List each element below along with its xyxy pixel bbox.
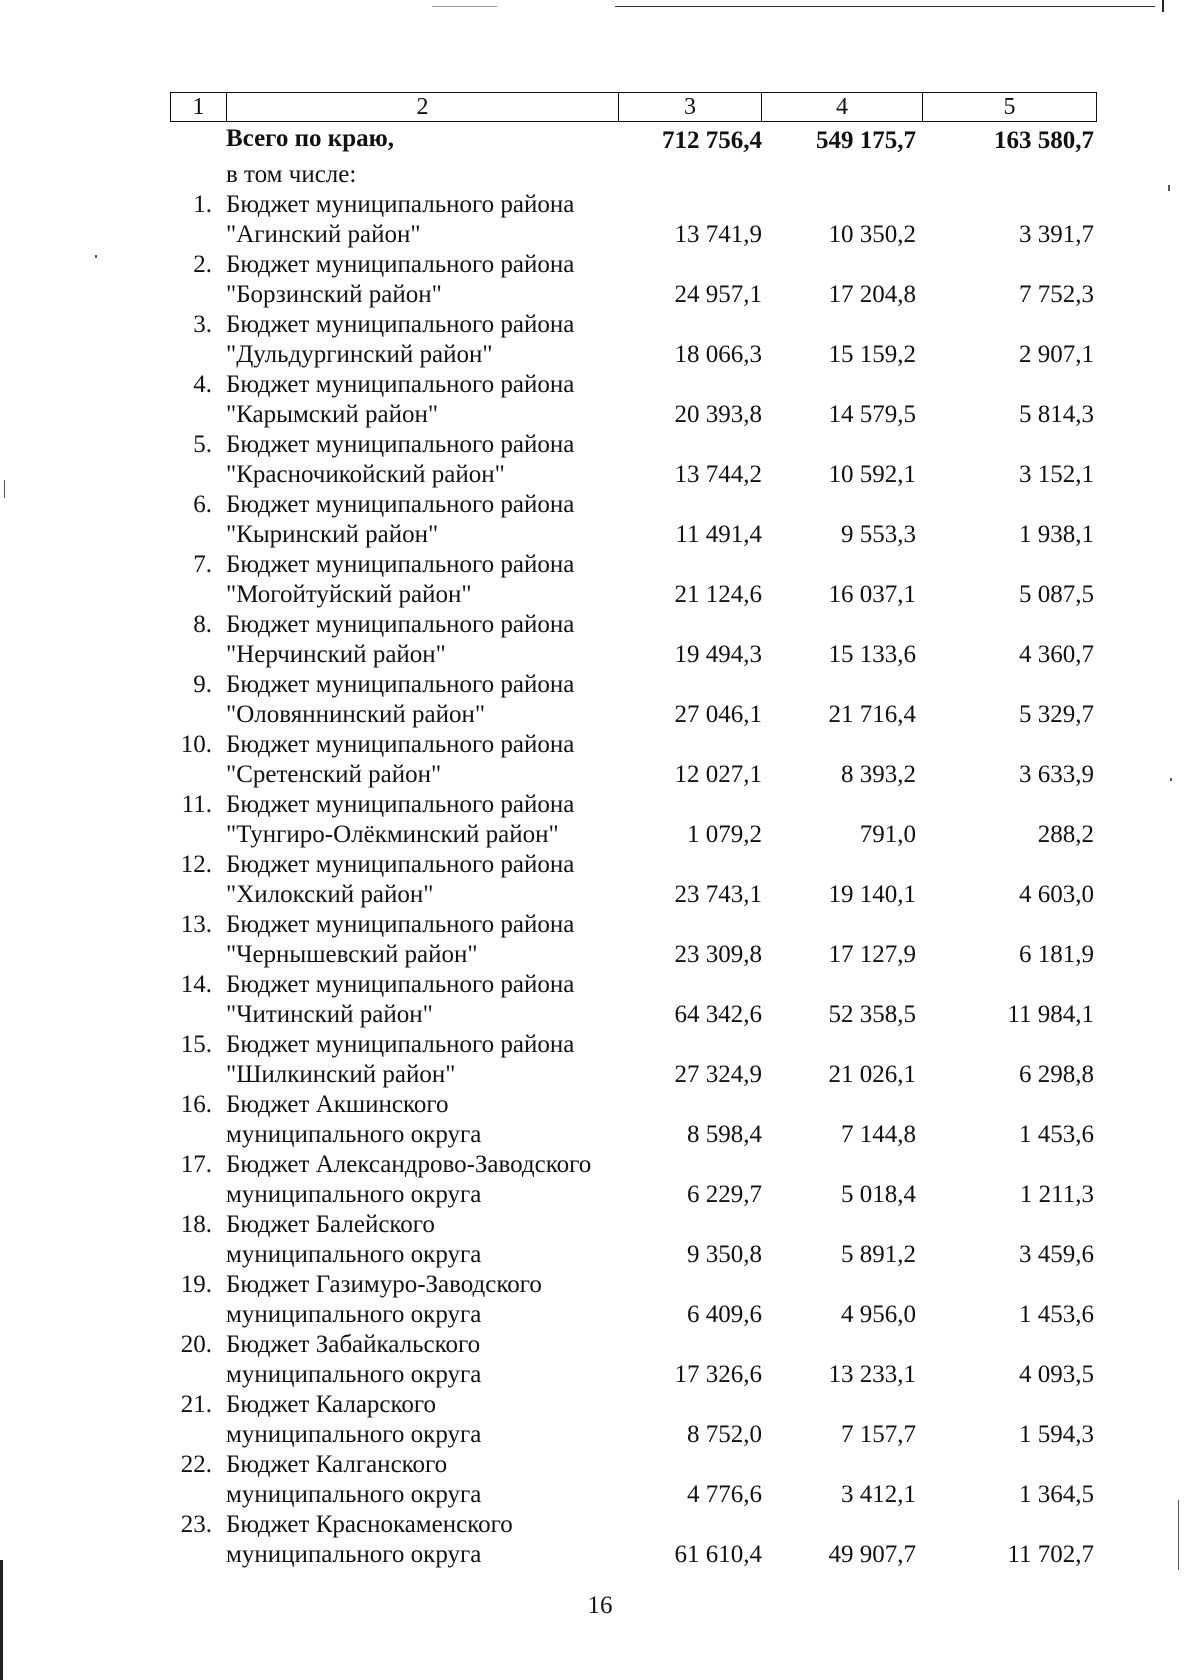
row-col4: 13 233,1 [828, 1361, 916, 1388]
table-row [0, 370, 1200, 430]
row-number: 7. [193, 551, 212, 578]
row-name [226, 190, 626, 250]
row-col3: 9 350,8 [687, 1241, 762, 1268]
row-name-line2: "Читинский район" [226, 1001, 433, 1028]
row-col4: 16 037,1 [828, 581, 916, 608]
row-name-line2: "Нерчинский район" [226, 641, 446, 668]
row-col5: 1 453,6 [1019, 1301, 1094, 1328]
row-col4: 7 144,8 [841, 1121, 916, 1148]
row-name [226, 1030, 626, 1090]
row-name-line2: "Красночикойский район" [226, 461, 505, 488]
row-col4: 5 018,4 [841, 1181, 916, 1208]
row-col3: 4 776,6 [687, 1481, 762, 1508]
row-col3: 13 744,2 [674, 461, 762, 488]
row-col5: 5 329,7 [1019, 701, 1094, 728]
row-name [226, 910, 626, 970]
budget-table [0, 124, 1200, 1570]
row-name-line1: Бюджет муниципального района [226, 491, 575, 518]
table-row [0, 1390, 1200, 1450]
row-col4: 3 412,1 [841, 1481, 916, 1508]
scan-artifact-mark [432, 6, 497, 7]
row-name-line1: Бюджет муниципального района [226, 371, 575, 398]
total-label: Всего по краю, [226, 125, 394, 152]
row-col4: 8 393,2 [841, 761, 916, 788]
row-col3: 13 741,9 [674, 221, 762, 248]
row-col3: 8 752,0 [687, 1421, 762, 1448]
row-col5: 1 211,3 [1019, 1181, 1094, 1208]
row-col4: 791,0 [859, 821, 916, 848]
row-name [226, 1150, 626, 1210]
row-col4: 17 204,8 [828, 281, 916, 308]
row-col4: 49 907,7 [828, 1541, 916, 1568]
row-name-line1: Бюджет Балейского [226, 1211, 435, 1238]
row-col5: 6 298,8 [1019, 1061, 1094, 1088]
row-name [226, 850, 626, 910]
row-name-line1: Бюджет Акшинского [226, 1091, 449, 1118]
row-number: 15. [180, 1031, 212, 1058]
row-name-line2: муниципального округа [226, 1541, 482, 1568]
row-name [226, 1210, 626, 1270]
row-col3: 12 027,1 [674, 761, 762, 788]
row-col3: 1 079,2 [687, 821, 762, 848]
row-name-line1: Бюджет Калганского [226, 1451, 448, 1478]
total-col5: 163 580,7 [994, 127, 1094, 154]
row-col4: 15 133,6 [828, 641, 916, 668]
row-col5: 6 181,9 [1019, 941, 1094, 968]
row-name-line2: муниципального округа [226, 1361, 482, 1388]
table-row [0, 250, 1200, 310]
column-4-header: 4 [762, 93, 923, 122]
row-number: 10. [180, 731, 212, 758]
row-col3: 27 046,1 [674, 701, 762, 728]
row-col4: 4 956,0 [841, 1301, 916, 1328]
table-row [0, 850, 1200, 910]
table-row [0, 430, 1200, 490]
table-row [0, 1090, 1200, 1150]
row-col3: 21 124,6 [674, 581, 762, 608]
row-name-line2: "Шилкинский район" [226, 1061, 456, 1088]
table-row [0, 1030, 1200, 1090]
row-name-line2: "Оловяннинский район" [226, 701, 486, 728]
row-name [226, 430, 626, 490]
row-col4: 10 592,1 [828, 461, 916, 488]
row-name-line1: Бюджет муниципального района [226, 671, 575, 698]
scan-artifact-edge [1162, 0, 1164, 12]
row-name-line1: Бюджет Александрово-Заводского [226, 1151, 592, 1178]
table-row [0, 1270, 1200, 1330]
row-number: 1. [193, 191, 212, 218]
row-name [226, 1330, 626, 1390]
row-col5: 1 453,6 [1019, 1121, 1094, 1148]
row-name [226, 370, 626, 430]
scan-artifact-line [615, 6, 1155, 7]
row-col3: 8 598,4 [687, 1121, 762, 1148]
table-row [0, 610, 1200, 670]
row-name-line1: Бюджет муниципального района [226, 251, 575, 278]
row-number: 18. [180, 1211, 212, 1238]
scan-artifact-edge-left [0, 1560, 3, 1680]
row-col5: 3 391,7 [1019, 221, 1094, 248]
row-name [226, 670, 626, 730]
row-name [226, 310, 626, 370]
row-col5: 5 814,3 [1019, 401, 1094, 428]
row-name [226, 610, 626, 670]
row-name-line2: муниципального округа [226, 1181, 482, 1208]
row-name-line2: "Сретенский район" [226, 761, 442, 788]
table-row [0, 790, 1200, 850]
row-name [226, 970, 626, 1030]
row-name [226, 550, 626, 610]
row-name-line1: Бюджет муниципального района [226, 731, 575, 758]
row-name [226, 1450, 626, 1510]
row-col4: 52 358,5 [828, 1001, 916, 1028]
row-col5: 1 364,5 [1019, 1481, 1094, 1508]
total-col3: 712 756,4 [662, 127, 762, 154]
row-number: 2. [193, 251, 212, 278]
row-number: 5. [193, 431, 212, 458]
row-col3: 20 393,8 [674, 401, 762, 428]
row-name-line2: "Дульдургинский район" [226, 341, 493, 368]
table-row [0, 730, 1200, 790]
row-name-line1: Бюджет муниципального района [226, 791, 575, 818]
table-row [0, 670, 1200, 730]
row-col3: 11 491,4 [675, 521, 762, 548]
row-name-line1: Бюджет Забайкальского [226, 1331, 481, 1358]
table-row [0, 910, 1200, 970]
row-number: 11. [181, 791, 212, 818]
row-name [226, 790, 626, 850]
table-row [0, 1330, 1200, 1390]
row-name-line1: Бюджет муниципального района [226, 551, 575, 578]
row-name [226, 730, 626, 790]
row-name-line1: Бюджет муниципального района [226, 431, 575, 458]
column-number-header [170, 92, 1097, 122]
row-col3: 23 309,8 [674, 941, 762, 968]
page-number: 16 [587, 1592, 613, 1619]
row-name-line2: "Борзинский район" [226, 281, 442, 308]
row-name-line2: "Тунгиро-Олёкминский район" [226, 821, 559, 848]
row-number: 19. [180, 1271, 212, 1298]
row-number: 13. [180, 911, 212, 938]
row-name-line2: "Могойтуйский район" [226, 581, 472, 608]
row-name-line1: Бюджет муниципального района [226, 611, 575, 638]
row-col4: 21 716,4 [828, 701, 916, 728]
row-col5: 2 907,1 [1019, 341, 1094, 368]
row-name-line1: Бюджет Краснокаменского [226, 1511, 513, 1538]
table-row [0, 1150, 1200, 1210]
row-col5: 11 702,7 [1007, 1541, 1094, 1568]
subheading: в том числе: [226, 161, 357, 188]
row-col4: 7 157,7 [841, 1421, 916, 1448]
row-name-line2: муниципального округа [226, 1241, 482, 1268]
row-col5: 3 633,9 [1019, 761, 1094, 788]
row-col5: 288,2 [1037, 821, 1094, 848]
row-col3: 27 324,9 [674, 1061, 762, 1088]
row-col5: 7 752,3 [1019, 281, 1094, 308]
row-number: 14. [180, 971, 212, 998]
table-row [0, 550, 1200, 610]
row-col3: 23 743,1 [674, 881, 762, 908]
row-col4: 21 026,1 [828, 1061, 916, 1088]
row-col5: 4 093,5 [1019, 1361, 1094, 1388]
row-number: 16. [180, 1091, 212, 1118]
table-row [0, 490, 1200, 550]
column-1-header: 1 [171, 93, 227, 122]
row-col4: 19 140,1 [828, 881, 916, 908]
row-number: 4. [193, 371, 212, 398]
row-col3: 19 494,3 [674, 641, 762, 668]
table-row [0, 970, 1200, 1030]
row-name [226, 1270, 626, 1330]
row-name [226, 1390, 626, 1450]
column-3-header: 3 [619, 93, 762, 122]
row-number: 23. [180, 1511, 212, 1538]
total-col4: 549 175,7 [816, 127, 916, 154]
row-col5: 1 594,3 [1019, 1421, 1094, 1448]
row-col5: 5 087,5 [1019, 581, 1094, 608]
row-col4: 10 350,2 [828, 221, 916, 248]
row-name-line1: Бюджет муниципального района [226, 971, 575, 998]
row-name [226, 250, 626, 310]
row-name [226, 1090, 626, 1150]
row-number: 9. [193, 671, 212, 698]
table-row [0, 1210, 1200, 1270]
subheading-row [0, 160, 1200, 190]
row-col5: 11 984,1 [1007, 1001, 1094, 1028]
table-row [0, 1510, 1200, 1570]
row-name-line1: Бюджет муниципального района [226, 191, 575, 218]
row-number: 8. [193, 611, 212, 638]
table-row [0, 1450, 1200, 1510]
row-col5: 1 938,1 [1019, 521, 1094, 548]
row-number: 12. [180, 851, 212, 878]
row-name-line1: Бюджет муниципального района [226, 311, 575, 338]
row-name-line2: муниципального округа [226, 1121, 482, 1148]
row-name-line2: "Хилокский район" [226, 881, 434, 908]
row-col3: 17 326,6 [674, 1361, 762, 1388]
row-number: 22. [180, 1451, 212, 1478]
row-col5: 3 152,1 [1019, 461, 1094, 488]
row-col3: 64 342,6 [674, 1001, 762, 1028]
row-name-line2: "Агинский район" [226, 221, 421, 248]
row-name-line2: "Карымский район" [226, 401, 439, 428]
row-number: 20. [180, 1331, 212, 1358]
column-5-header: 5 [923, 93, 1097, 122]
row-name-line1: Бюджет муниципального района [226, 1031, 575, 1058]
row-name-line2: муниципального округа [226, 1421, 482, 1448]
row-col3: 24 957,1 [674, 281, 762, 308]
row-name [226, 490, 626, 550]
row-col3: 6 229,7 [687, 1181, 762, 1208]
row-number: 17. [180, 1151, 212, 1178]
row-col5: 4 603,0 [1019, 881, 1094, 908]
row-name-line1: Бюджет муниципального района [226, 911, 575, 938]
row-col3: 6 409,6 [687, 1301, 762, 1328]
row-col4: 15 159,2 [828, 341, 916, 368]
total-row [0, 124, 1200, 160]
table-row [0, 310, 1200, 370]
table-row [0, 190, 1200, 250]
row-name-line1: Бюджет Газимуро-Заводского [226, 1271, 542, 1298]
row-col5: 3 459,6 [1019, 1241, 1094, 1268]
row-col4: 14 579,5 [828, 401, 916, 428]
row-col4: 5 891,2 [841, 1241, 916, 1268]
row-name [226, 1510, 626, 1570]
row-name-line2: муниципального округа [226, 1481, 482, 1508]
row-col4: 9 553,3 [841, 521, 916, 548]
column-2-header: 2 [227, 93, 619, 122]
row-name-line1: Бюджет Каларского [226, 1391, 437, 1418]
row-name-line2: "Кыринский район" [226, 521, 439, 548]
row-col3: 18 066,3 [674, 341, 762, 368]
row-number: 21. [180, 1391, 212, 1418]
row-name-line2: муниципального округа [226, 1301, 482, 1328]
row-number: 3. [193, 311, 212, 338]
row-number: 6. [193, 491, 212, 518]
row-name-line2: "Чернышевский район" [226, 941, 478, 968]
row-col5: 4 360,7 [1019, 641, 1094, 668]
row-col4: 17 127,9 [828, 941, 916, 968]
row-col3: 61 610,4 [674, 1541, 762, 1568]
row-name-line1: Бюджет муниципального района [226, 851, 575, 878]
